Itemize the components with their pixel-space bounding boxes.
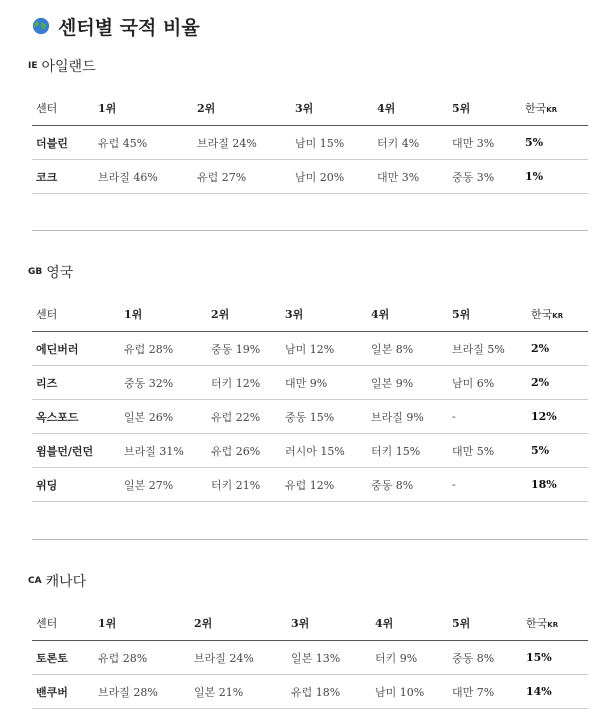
rank-cell: - (448, 400, 527, 434)
col-header-rank-5: 5위 (448, 297, 527, 332)
korea-cell: 1% (521, 160, 588, 194)
nationality-table (32, 606, 588, 709)
rank-cell: 브라질 24% (193, 126, 291, 160)
center-name: 위딩 (32, 468, 120, 502)
center-name: 밴쿠버 (32, 675, 94, 709)
center-name: 에딘버러 (32, 332, 120, 366)
col-header-rank-5: 5위 (448, 91, 521, 126)
table-row (32, 160, 588, 194)
col-header-rank-2: 2위 (207, 297, 281, 332)
rank-cell: 남미 15% (291, 126, 373, 160)
table-header-row (32, 297, 588, 332)
rank-cell: 브라질 46% (94, 160, 193, 194)
korea-cell: 2% (527, 332, 588, 366)
rank-cell: 터키 9% (371, 641, 448, 675)
rank-cell: 중동 19% (207, 332, 281, 366)
rank-cell: 대만 7% (448, 675, 522, 709)
korea-cell: 5% (527, 434, 588, 468)
table-row (32, 675, 588, 709)
korea-cell: 2% (527, 366, 588, 400)
rank-cell: 러시아 15% (281, 434, 367, 468)
rank-cell: 일본 8% (367, 332, 448, 366)
page-title (32, 12, 200, 40)
rank-cell: 터키 4% (373, 126, 448, 160)
country-name: 아일랜드 (41, 59, 96, 75)
rank-cell: 대만 3% (373, 160, 448, 194)
col-header-rank-4: 4위 (371, 606, 448, 641)
rank-cell: 대만 9% (281, 366, 367, 400)
rank-cell: 남미 12% (281, 332, 367, 366)
table-row (32, 366, 588, 400)
korea-cell: 5% (521, 126, 588, 160)
globe-icon (32, 17, 50, 35)
rank-cell: 유럽 12% (281, 468, 367, 502)
table-header-row (32, 606, 588, 641)
rank-cell: 중동 15% (281, 400, 367, 434)
col-header-korea: 한국KR (527, 297, 588, 332)
korea-cell: 15% (522, 641, 588, 675)
col-header-rank-2: 2위 (193, 91, 291, 126)
rank-cell: 일본 13% (287, 641, 371, 675)
korea-cell: 18% (527, 468, 588, 502)
rank-cell: 브라질 31% (120, 434, 207, 468)
rank-cell: 유럽 22% (207, 400, 281, 434)
section-canada (28, 568, 588, 709)
col-header-rank-4: 4위 (367, 297, 448, 332)
table-row (32, 434, 588, 468)
rank-cell: 유럽 27% (193, 160, 291, 194)
rank-cell: 대만 3% (448, 126, 521, 160)
table-row (32, 332, 588, 366)
center-name: 옥스포드 (32, 400, 120, 434)
rank-cell: 터키 12% (207, 366, 281, 400)
col-header-rank-3: 3위 (281, 297, 367, 332)
col-header-center: 센터 (32, 297, 120, 332)
korea-cell: 14% (522, 675, 588, 709)
col-header-rank-3: 3위 (287, 606, 371, 641)
rank-cell: 일본 9% (367, 366, 448, 400)
rank-cell: 일본 26% (120, 400, 207, 434)
rank-cell: 터키 15% (367, 434, 448, 468)
col-header-rank-4: 4위 (373, 91, 448, 126)
rank-cell: 브라질 5% (448, 332, 527, 366)
nationality-table (32, 91, 588, 194)
center-name: 코크 (32, 160, 94, 194)
rank-cell: 남미 6% (448, 366, 527, 400)
center-name: 윔블던/런던 (32, 434, 120, 468)
rank-cell: 브라질 9% (367, 400, 448, 434)
section-title (28, 568, 588, 594)
country-code: GB (28, 267, 43, 277)
table-row (32, 641, 588, 675)
rank-cell: 중동 32% (120, 366, 207, 400)
col-header-rank-1: 1위 (94, 606, 190, 641)
rank-cell: 브라질 24% (190, 641, 287, 675)
section-divider (32, 539, 588, 540)
country-name: 영국 (46, 265, 74, 281)
section-uk (28, 259, 588, 502)
rank-cell: 일본 21% (190, 675, 287, 709)
table-header-row (32, 91, 588, 126)
col-header-rank-1: 1위 (94, 91, 193, 126)
rank-cell: 중동 8% (367, 468, 448, 502)
section-ireland (28, 53, 588, 194)
table-row (32, 400, 588, 434)
rank-cell: 터키 21% (207, 468, 281, 502)
col-header-rank-2: 2위 (190, 606, 287, 641)
table-row (32, 126, 588, 160)
country-code: IE (28, 61, 38, 71)
rank-cell: 남미 10% (371, 675, 448, 709)
center-name: 토론토 (32, 641, 94, 675)
section-title (28, 259, 588, 285)
nationality-table (32, 297, 588, 502)
page-title-text: 센터별 국적 비율 (58, 16, 200, 39)
table-row (32, 468, 588, 502)
rank-cell: 유럽 18% (287, 675, 371, 709)
center-name: 리즈 (32, 366, 120, 400)
col-header-rank-5: 5위 (448, 606, 522, 641)
rank-cell: 중동 8% (448, 641, 522, 675)
rank-cell: - (448, 468, 527, 502)
col-header-rank-1: 1위 (120, 297, 207, 332)
col-header-center: 센터 (32, 606, 94, 641)
section-divider (32, 230, 588, 231)
rank-cell: 유럽 26% (207, 434, 281, 468)
rank-cell: 유럽 28% (120, 332, 207, 366)
rank-cell: 유럽 28% (94, 641, 190, 675)
rank-cell: 브라질 28% (94, 675, 190, 709)
korea-cell: 12% (527, 400, 588, 434)
col-header-korea: 한국KR (522, 606, 588, 641)
rank-cell: 유럽 45% (94, 126, 193, 160)
country-name: 캐나다 (45, 574, 87, 590)
col-header-center: 센터 (32, 91, 94, 126)
rank-cell: 일본 27% (120, 468, 207, 502)
center-name: 더블린 (32, 126, 94, 160)
col-header-rank-3: 3위 (291, 91, 373, 126)
col-header-korea: 한국KR (521, 91, 588, 126)
rank-cell: 남미 20% (291, 160, 373, 194)
section-title (28, 53, 588, 79)
rank-cell: 중동 3% (448, 160, 521, 194)
country-code: CA (28, 576, 42, 586)
rank-cell: 대만 5% (448, 434, 527, 468)
